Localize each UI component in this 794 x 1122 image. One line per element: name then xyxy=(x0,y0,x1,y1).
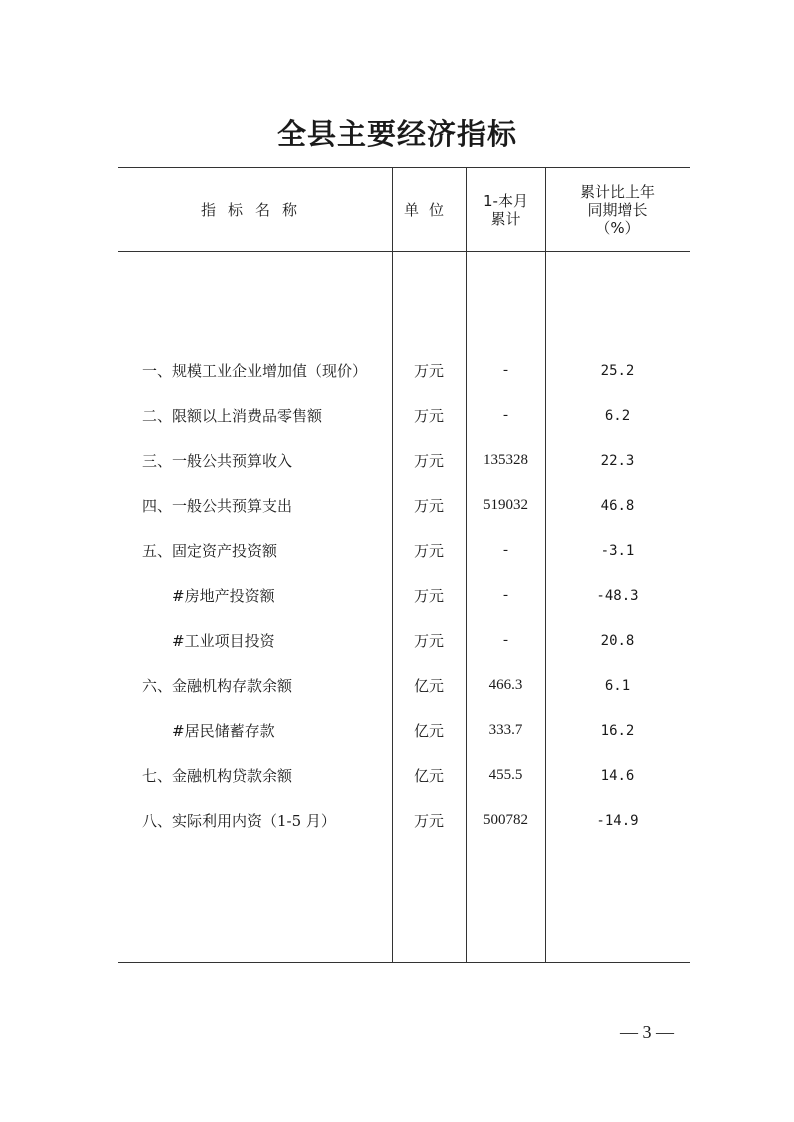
cumulative-cell: - xyxy=(503,362,508,378)
unit-cell: 万元 xyxy=(413,587,444,605)
table-row xyxy=(118,438,690,483)
cumulative-cell: 455.5 xyxy=(488,767,523,783)
unit-cell: 万元 xyxy=(413,362,444,380)
table-row xyxy=(118,573,690,618)
table-row xyxy=(118,483,690,528)
growth-cell: 25.2 xyxy=(600,362,635,379)
unit-cell: 万元 xyxy=(413,542,444,560)
table-row xyxy=(118,393,690,438)
indicator-name: 一、规模工业企业增加值（现价） xyxy=(142,362,368,380)
cumulative-cell: - xyxy=(503,587,508,603)
unit-cell: 亿元 xyxy=(413,722,444,740)
cumulative-cell: - xyxy=(503,542,508,558)
cumulative-cell: 333.7 xyxy=(488,722,523,738)
cumulative-cell: - xyxy=(503,407,508,423)
growth-cell: -14.9 xyxy=(596,812,639,829)
unit-cell: 万元 xyxy=(413,407,444,425)
indicator-name: 三、一般公共预算收入 xyxy=(142,452,293,470)
header-unit: 单位 xyxy=(403,200,454,219)
header-indicator-name: 指标名称 xyxy=(200,200,309,219)
header-growth xyxy=(545,168,690,251)
table-row xyxy=(118,618,690,663)
indicator-name: 七、金融机构贷款余额 xyxy=(142,767,293,785)
header-divider xyxy=(118,251,690,252)
indicator-name: 五、固定资产投资额 xyxy=(142,542,278,560)
growth-cell: 16.2 xyxy=(600,722,635,739)
header-growth-line1: 累计比上年 xyxy=(579,182,655,201)
cumulative-cell: 135328 xyxy=(483,452,528,468)
table-row xyxy=(118,798,690,843)
indicator-name: 六、金融机构存款余额 xyxy=(142,677,293,695)
indicator-name: 二、限额以上消费品零售额 xyxy=(142,407,323,425)
page-number: — 3 — xyxy=(620,1022,674,1042)
table-row xyxy=(118,663,690,708)
growth-cell: -3.1 xyxy=(600,542,635,559)
growth-cell: 20.8 xyxy=(600,632,635,649)
header-cumulative-line2: 累计 xyxy=(490,209,521,228)
table-row xyxy=(118,348,690,393)
unit-cell: 万元 xyxy=(413,497,444,515)
header-cumulative xyxy=(466,168,545,251)
indicator-name: 四、一般公共预算支出 xyxy=(142,497,293,515)
cumulative-cell: 500782 xyxy=(483,812,528,828)
cumulative-cell: 519032 xyxy=(483,497,528,513)
table-row xyxy=(118,753,690,798)
growth-cell: 14.6 xyxy=(600,767,635,784)
page-title: 全县主要经济指标 xyxy=(276,117,517,151)
unit-cell: 万元 xyxy=(413,812,444,830)
table-row xyxy=(118,528,690,573)
cumulative-cell: 466.3 xyxy=(488,677,523,693)
header-growth-line2: 同期增长 xyxy=(587,200,648,219)
indicator-name: #工业项目投资 xyxy=(172,632,275,650)
indicator-name: #居民储蓄存款 xyxy=(172,722,275,740)
table-row xyxy=(118,708,690,753)
growth-cell: 6.2 xyxy=(604,407,631,424)
cumulative-cell: - xyxy=(503,632,508,648)
growth-cell: -48.3 xyxy=(596,587,639,604)
unit-cell: 亿元 xyxy=(413,767,444,785)
unit-cell: 亿元 xyxy=(413,677,444,695)
growth-cell: 22.3 xyxy=(600,452,635,469)
indicator-table xyxy=(118,167,690,963)
header-growth-line3: （%） xyxy=(595,218,640,237)
growth-cell: 6.1 xyxy=(604,677,631,694)
header-cumulative-line1: 1-本月 xyxy=(483,191,528,210)
unit-cell: 万元 xyxy=(413,452,444,470)
unit-cell: 万元 xyxy=(413,632,444,650)
indicator-name: 八、实际利用内资（1-5 月） xyxy=(142,812,336,830)
indicator-name: #房地产投资额 xyxy=(172,587,275,605)
growth-cell: 46.8 xyxy=(600,497,635,514)
